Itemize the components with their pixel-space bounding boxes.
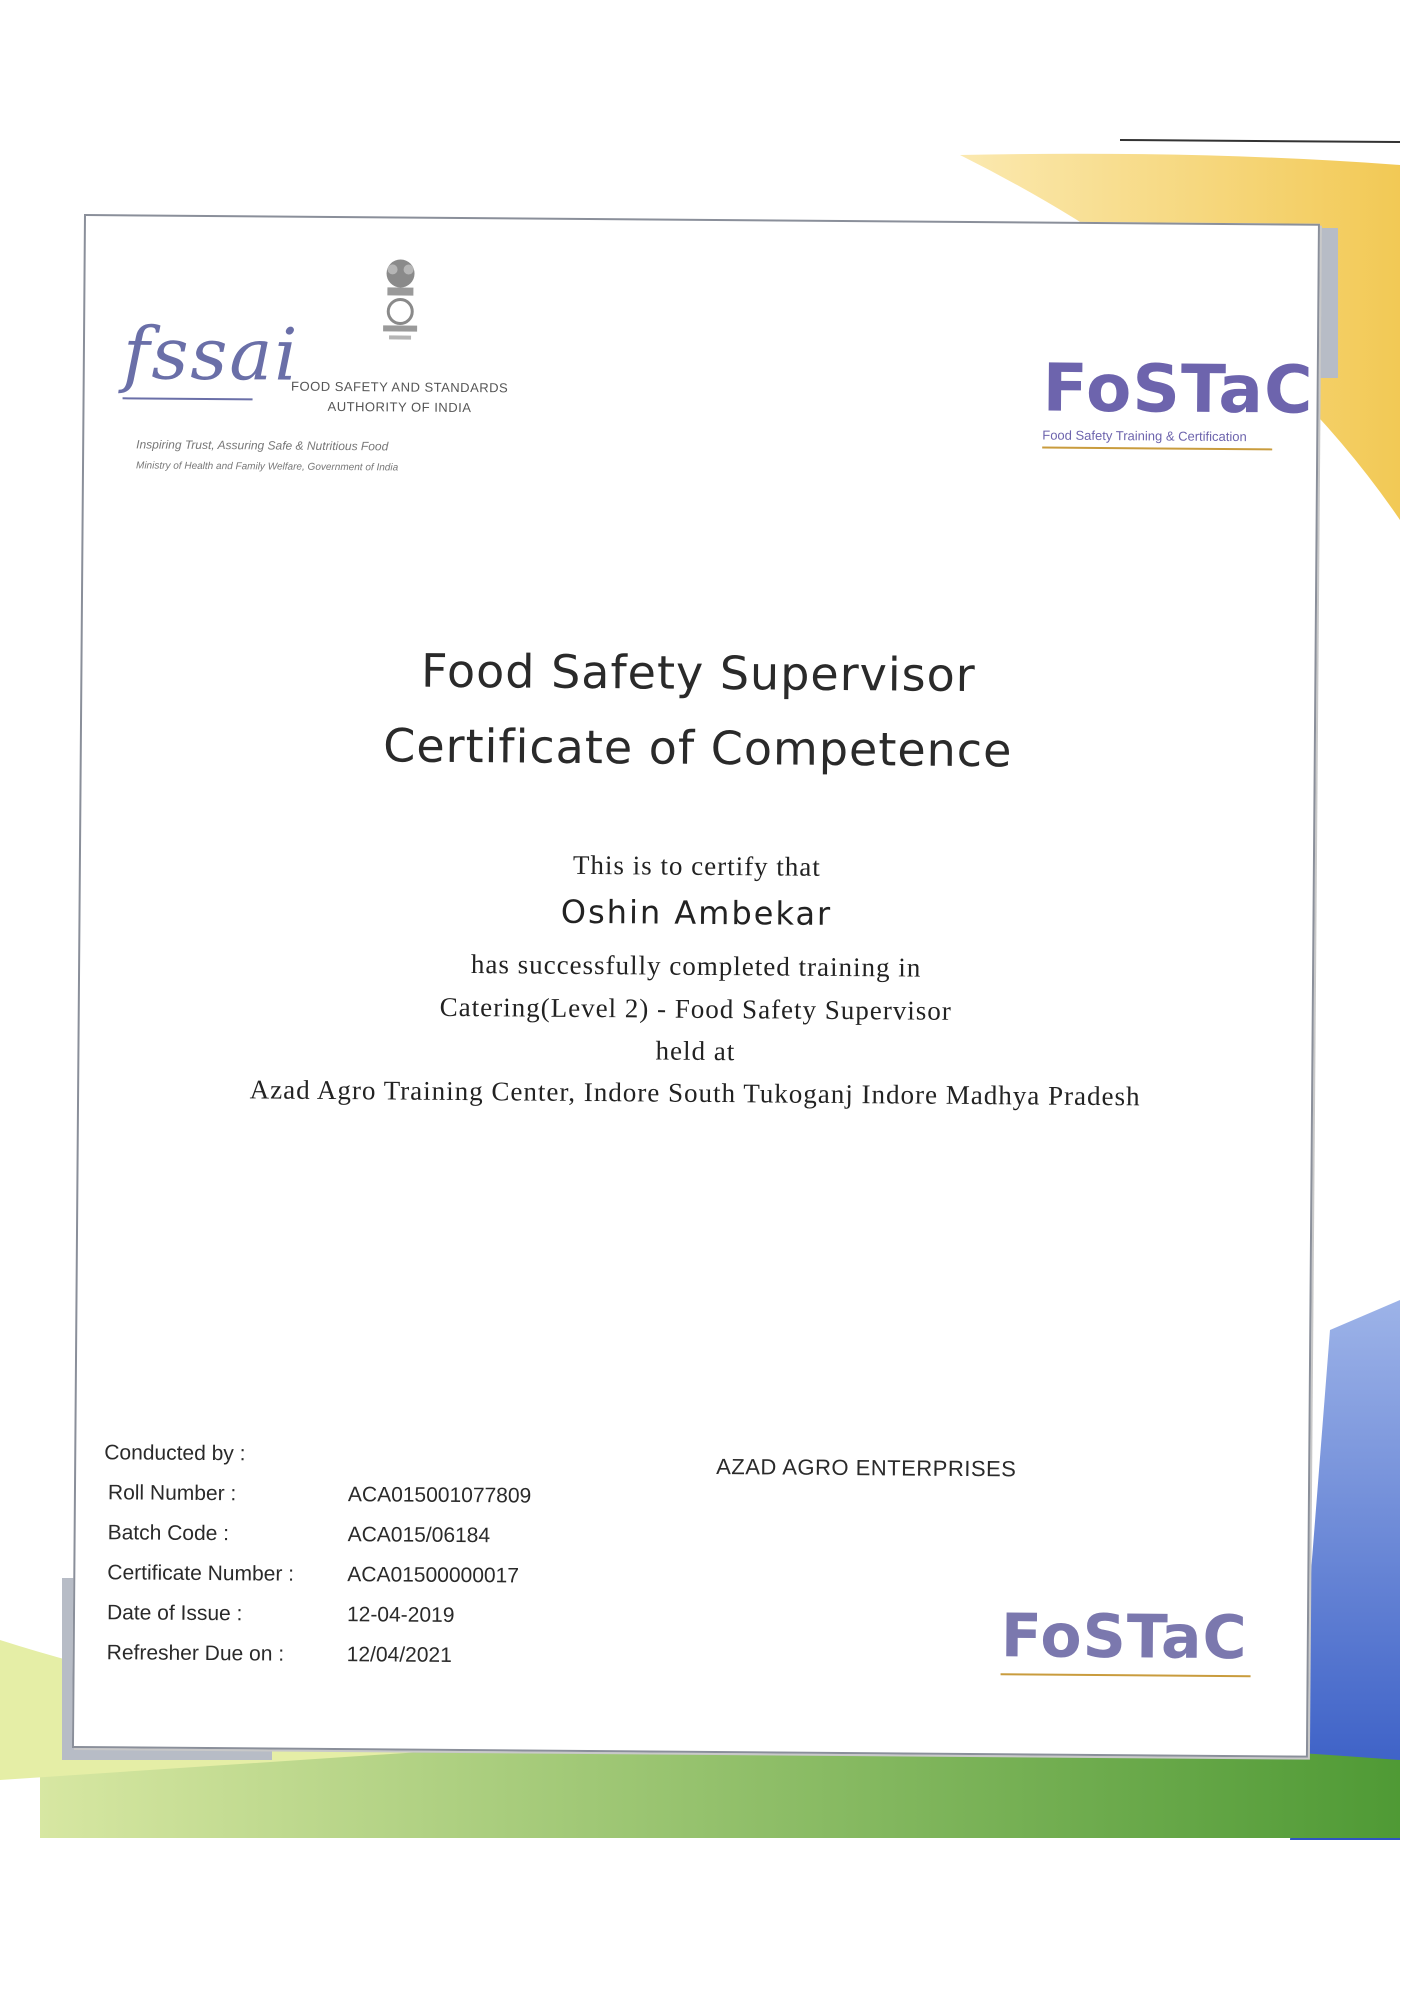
refresher-due-value: 12/04/2021 xyxy=(346,1643,452,1667)
conducted-by-organization: AZAD AGRO ENTERPRISES xyxy=(716,1454,1017,1482)
conducted-by-label: Conducted by : xyxy=(104,1441,246,1466)
fostac-logo-bottom xyxy=(1001,1603,1252,1677)
date-of-issue-label: Date of Issue : xyxy=(106,1601,243,1626)
batch-code-label: Batch Code : xyxy=(107,1521,230,1546)
held-at-text: held at xyxy=(655,1035,736,1067)
fssai-logo-block xyxy=(114,241,516,474)
fostac-subtitle: Food Safety Training & Certification xyxy=(1042,427,1247,445)
course-name: Catering(Level 2) - Food Safety Supervisor xyxy=(439,991,952,1026)
batch-code-value: ACA015/06184 xyxy=(347,1523,491,1548)
fssai-full-name-line1: FOOD SAFETY AND STANDARDS xyxy=(291,378,509,396)
roll-number-label: Roll Number : xyxy=(107,1481,237,1506)
fssai-tagline: Inspiring Trust, Assuring Safe & Nutritious Food xyxy=(136,437,389,454)
certificate-number-value: ACA01500000017 xyxy=(347,1563,520,1588)
refresher-due-label: Refresher Due on : xyxy=(106,1641,285,1666)
fostac-logo-top xyxy=(1042,349,1314,451)
recipient-name: Oshin Ambekar xyxy=(560,892,833,933)
date-of-issue-value: 12-04-2019 xyxy=(346,1603,455,1627)
certificate-sheet xyxy=(72,214,1320,1758)
venue: Azad Agro Training Center, Indore South Tukoganj Indore Madhya Pradesh xyxy=(249,1074,1141,1112)
certificate-subtitle: Certificate of Competence xyxy=(383,718,1013,778)
certificate-number-label: Certificate Number : xyxy=(107,1561,295,1586)
fostac-logo-text: FoSTaC xyxy=(1042,349,1314,429)
fssai-full-name xyxy=(284,377,514,419)
certificate-title: Food Safety Supervisor xyxy=(420,643,976,703)
fssai-logo-text: fssai xyxy=(122,311,300,397)
fostac-bottom-divider xyxy=(1001,1673,1251,1677)
completed-text: has successfully completed training in xyxy=(470,949,922,983)
fssai-tagline-block xyxy=(136,433,516,480)
fostac-logo-bottom-text: FoSTaC xyxy=(1000,1601,1248,1674)
fostac-divider xyxy=(1042,447,1272,451)
fssai-underline xyxy=(123,397,253,400)
certify-text: This is to certify that xyxy=(572,849,821,882)
fssai-full-name-line2: AUTHORITY OF INDIA xyxy=(327,398,472,416)
fssai-ministry: Ministry of Health and Family Welfare, Government of India xyxy=(135,460,399,474)
roll-number-value: ACA015001077809 xyxy=(347,1483,532,1508)
national-emblem-icon xyxy=(377,255,424,345)
